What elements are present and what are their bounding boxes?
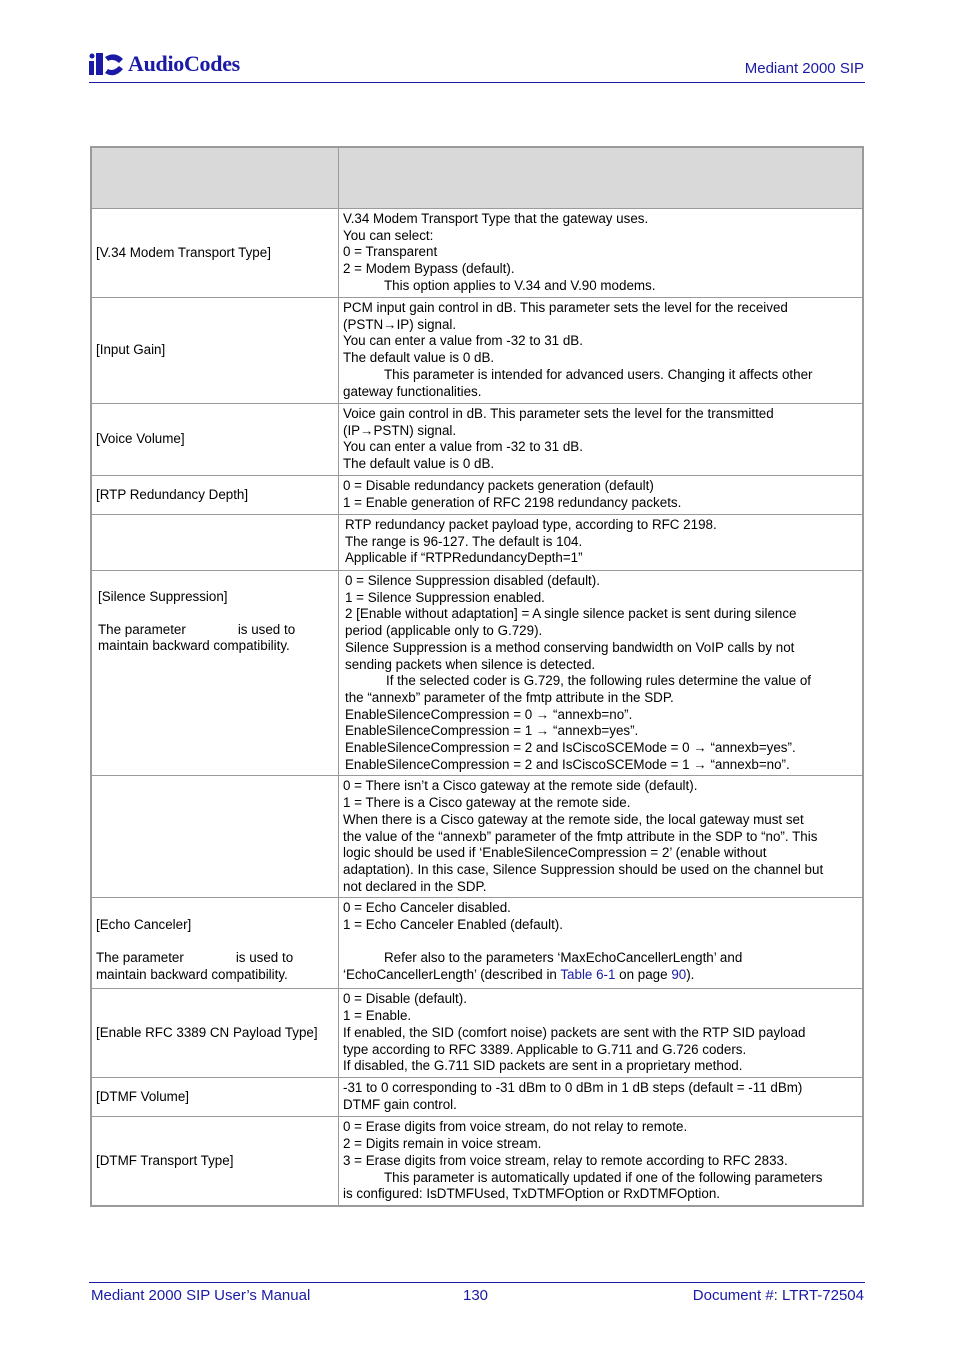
table-header-row: [92, 148, 863, 209]
parameter-name-cell: [92, 298, 339, 404]
parameter-name-cell: [92, 209, 339, 298]
logo-text: AudioCodes: [128, 51, 240, 76]
description-line: 0 = Disable (default).: [343, 991, 467, 1007]
description-line: -31 to 0 corresponding to -31 dBm to 0 dBm in 1 dB steps (default = -11 dBm): [343, 1080, 803, 1096]
parameter-description-cell: [339, 898, 863, 989]
table-row: [92, 298, 863, 404]
description-line: 2 = Modem Bypass (default).: [343, 261, 515, 277]
parameter-description-cell: [339, 476, 863, 515]
description-line: The default value is 0 dB.: [343, 350, 495, 366]
description-line: You can select:: [343, 227, 434, 243]
parameter-name-cell: [92, 1117, 339, 1206]
parameter-description-cell: [339, 298, 863, 404]
footer-document-number: Document #: LTRT-72504: [692, 1287, 864, 1304]
parameter-name: [RTP Redundancy Depth]: [96, 486, 249, 502]
note-part-b: is used to: [235, 950, 294, 966]
parameter-description-cell: [339, 404, 863, 476]
parameter-name-cell: [92, 776, 339, 898]
description-line: RTP redundancy packet payload type, according to RFC 2198.: [345, 517, 717, 532]
parameter-name: [Echo Canceler]: [96, 917, 192, 933]
description-note-line: If the selected coder is G.729, the following rules determine the value of: [386, 673, 812, 689]
description-line: EnableSilenceCompression = 2 and IsCiscoSCEMode = 1 → “annexb=no”.: [345, 756, 790, 772]
description-line: 2 = Digits remain in voice stream.: [343, 1136, 542, 1152]
table-row: [92, 989, 863, 1078]
note-part-b: is used to: [237, 621, 296, 637]
compatibility-note: [96, 950, 337, 967]
description-line: 0 = Disable redundancy packets generation (default): [343, 478, 654, 493]
spacer: [96, 934, 337, 950]
description-line: EnableSilenceCompression = 0 → “annexb=no”.: [345, 706, 633, 722]
table-row: [92, 571, 863, 776]
reference-text: ).: [686, 966, 695, 982]
parameter-name-cell: [92, 476, 339, 515]
header-product: Mediant 2000 SIP: [744, 60, 864, 77]
parameter-name-cell: [92, 404, 339, 476]
parameter-name-cell: [92, 515, 339, 571]
parameter-name: [DTMF Transport Type]: [96, 1153, 234, 1169]
parameter-name-cell: [92, 571, 339, 776]
parameter-name: [Enable RFC 3389 CN Payload Type]: [96, 1025, 318, 1041]
parameter-name: [Input Gain]: [96, 342, 166, 358]
description-line: 2 [Enable without adaptation] = A single silence packet is sent during silence: [345, 606, 797, 622]
description-line: adaptation). In this case, Silence Suppression should be used on the channel but: [343, 861, 824, 877]
parameter-description-cell: [339, 209, 863, 298]
spacer: [343, 934, 861, 950]
description-line: 1 = There is a Cisco gateway at the remote side.: [343, 795, 631, 811]
description-line: PCM input gain control in dB. This parameter sets the level for the received: [343, 300, 788, 315]
table-row: [92, 776, 863, 898]
description-line: If enabled, the SID (comfort noise) packets are sent with the RTP SID payload: [343, 1024, 806, 1040]
description-line: the value of the “annexb” parameter of the fmtp attribute in the SDP to “no”. This: [343, 828, 818, 844]
description-line: Voice gain control in dB. This parameter sets the level for the transmitted: [343, 406, 774, 421]
parameters-table: [90, 146, 864, 1207]
description-line: V.34 Modem Transport Type that the gateway uses.: [343, 211, 649, 226]
description-line: not declared in the SDP.: [343, 878, 487, 894]
description-line: sending packets when silence is detected.: [345, 656, 596, 672]
page-header: [89, 46, 865, 83]
description-line: The default value is 0 dB.: [343, 456, 495, 472]
description-line: You can enter a value from -32 to 31 dB.: [343, 439, 583, 455]
description-line: 0 = There isn’t a Cisco gateway at the remote side (default).: [343, 778, 698, 794]
header-cell-parameter: [92, 148, 339, 209]
parameter-name-cell: [92, 989, 339, 1078]
parameter-description-cell: [339, 571, 863, 776]
description-line: 1 = Enable generation of RFC 2198 redundancy packets.: [343, 494, 682, 510]
parameter-description-cell: [339, 515, 863, 571]
table-row: [92, 476, 863, 515]
description-line: 1 = Echo Canceler Enabled (default).: [343, 917, 563, 933]
description-line: (IP→PSTN) signal.: [343, 422, 457, 438]
parameter-name: [DTMF Volume]: [96, 1089, 190, 1105]
page-footer: [89, 1282, 865, 1307]
table-row: [92, 898, 863, 989]
parameter-description-cell: [339, 989, 863, 1078]
parameter-name-cell: [92, 1078, 339, 1117]
table-row: [92, 1117, 863, 1206]
description-note-line: This parameter is automatically updated if one of the following parameters: [384, 1169, 823, 1185]
description-line: logic should be used if ‘EnableSilenceCompression = 2’ (enable without: [343, 845, 767, 861]
description-line: If disabled, the G.711 SID packets are sent in a proprietary method.: [343, 1058, 743, 1074]
description-line: 0 = Silence Suppression disabled (default).: [345, 573, 600, 588]
parameter-description-cell: [339, 1078, 863, 1117]
note-part-c: maintain backward compatibility.: [98, 638, 290, 654]
compatibility-note: [98, 622, 337, 639]
description-line: When there is a Cisco gateway at the remote side, the local gateway must set: [343, 811, 804, 827]
footer-manual-title: Mediant 2000 SIP User’s Manual: [91, 1287, 311, 1304]
audiocodes-logo: [89, 50, 240, 78]
reference-text: ‘EchoCancellerLength’ (described in: [343, 966, 561, 982]
table-body: [92, 209, 863, 1206]
description-line: period (applicable only to G.729).: [345, 623, 543, 639]
page-90-link[interactable]: 90: [671, 966, 687, 982]
description-line: 1 = Enable.: [343, 1008, 412, 1024]
reference-note-line: Refer also to the parameters ‘MaxEchoCancellerLength’ and: [384, 949, 743, 965]
note-part-a: The parameter: [98, 621, 186, 637]
reference-text: on page: [615, 966, 672, 982]
description-note-line: This option applies to V.34 and V.90 modems.: [384, 277, 656, 293]
parameter-name: [V.34 Modem Transport Type]: [96, 244, 271, 260]
description-line: EnableSilenceCompression = 2 and IsCiscoSCEMode = 0 → “annexb=yes”.: [345, 740, 796, 756]
description-line: You can enter a value from -32 to 31 dB.: [343, 333, 583, 349]
description-line: type according to RFC 3389. Applicable to G.711 and G.726 coders.: [343, 1041, 747, 1057]
description-line: is configured: IsDTMFUsed, TxDTMFOption or RxDTMFOption.: [343, 1186, 721, 1202]
parameter-name-cell: [92, 898, 339, 989]
reference-line: [343, 967, 861, 984]
note-part-a: The parameter: [96, 950, 184, 966]
description-line: Silence Suppression is a method conserving bandwidth on VoIP calls by not: [345, 639, 795, 655]
description-line: (PSTN→IP) signal.: [343, 316, 457, 332]
description-line: Applicable if “RTPRedundancyDepth=1”: [345, 550, 583, 566]
description-line: 0 = Transparent: [343, 244, 438, 260]
parameter-name: [Silence Suppression]: [98, 589, 228, 604]
description-line: gateway functionalities.: [343, 383, 482, 399]
description-line: 0 = Echo Canceler disabled.: [343, 900, 511, 916]
spacer: [98, 606, 337, 622]
table-6-1-link[interactable]: Table 6-1: [560, 966, 616, 982]
description-line: DTMF gain control.: [343, 1097, 457, 1113]
footer-page-number: 130: [463, 1287, 489, 1304]
parameter-name: [Voice Volume]: [96, 431, 185, 447]
table-row: [92, 404, 863, 476]
parameter-description-cell: [339, 776, 863, 898]
header-cell-description: [339, 148, 863, 209]
description-line: The range is 96-127. The default is 104.: [345, 533, 583, 549]
description-line: 1 = Silence Suppression enabled.: [345, 589, 545, 605]
table-row: [92, 515, 863, 571]
audiocodes-logo-icon: [89, 51, 125, 77]
table-row: [92, 1078, 863, 1117]
note-part-c: maintain backward compatibility.: [96, 966, 288, 982]
description-line: 3 = Erase digits from voice stream, relay to remote according to RFC 2833.: [343, 1152, 788, 1168]
description-line: 0 = Erase digits from voice stream, do not relay to remote.: [343, 1119, 688, 1135]
description-note-line: This parameter is intended for advanced users. Changing it affects other: [384, 366, 813, 382]
description-line: EnableSilenceCompression = 1 → “annexb=yes”.: [345, 723, 639, 739]
table-row: [92, 209, 863, 298]
parameter-description-cell: [339, 1117, 863, 1206]
description-line: the “annexb” parameter of the fmtp attribute in the SDP.: [345, 689, 674, 705]
